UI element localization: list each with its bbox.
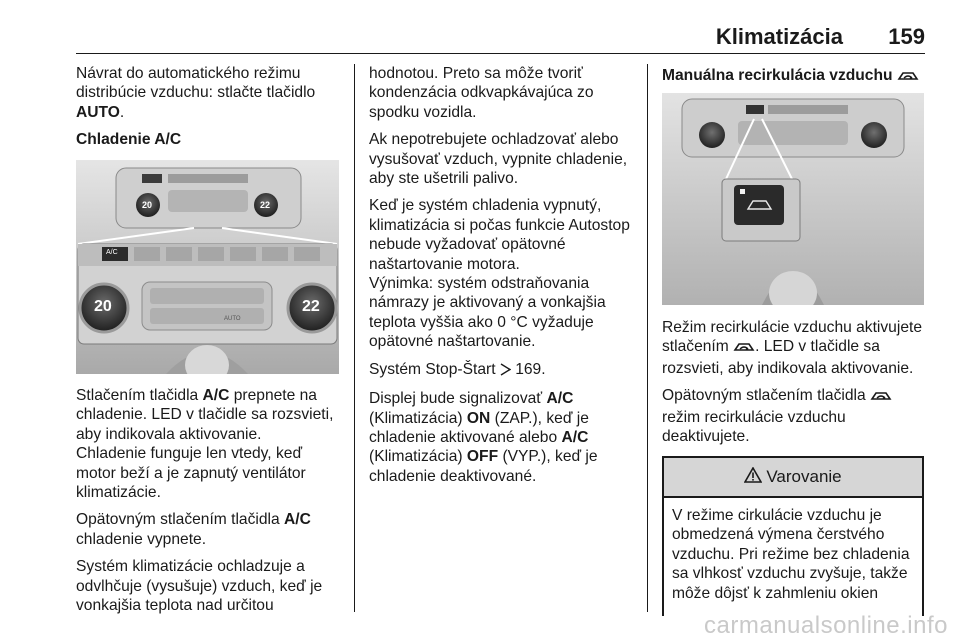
section-title: Klimatizácia [715,24,843,49]
paragraph: Displej bude signalizovať A/C (Klimatizácia) ON (ZAP.), keď je chladenie aktivované alebo A/C (Klimatizácia) OFF (VYP.), keď je chladenie deaktivované. [369,390,598,485]
paragraph: Opätovným stlačením tlačidla A/C chladenie vypnete. [76,511,311,548]
column-divider-1 [354,64,355,612]
right-temp-readout: 22 [302,298,320,315]
warning-triangle-icon [744,467,762,488]
paragraph: Návrat do automatického režimu distribúcie vzduchu: stlačte tlačidlo AUTO. [76,65,316,121]
paragraph: Stlačením tlačidla A/C prepnete na chladenie. LED v tlačidle sa rozsvieti, aby indikovala aktivovanie. Chladenie funguje len vtedy, keď motor beží a je zapnutý ventilátor klimatizácie. [76,387,334,502]
warning-title: Varovanie [766,467,842,486]
paragraph: Systém Stop-Štart 169. [369,360,637,381]
left-temp-readout: 20 [94,298,112,315]
page-number: 159 [888,24,925,49]
warning-header [664,458,922,498]
small-left-temp: 20 [142,200,153,210]
auto-button-label: AUTO [224,316,241,322]
column-divider-2 [647,64,648,612]
warning-box [662,456,924,616]
warning-text: V režime cirkulácie vzduchu je obmedzená výmena čerstvého vzduchu. Pri režime bez chladenia sa vlhkosť vzduchu zvyšuje, takže môže dôjsť k zahmleniu okien [672,507,910,602]
recirculation-icon [733,339,755,358]
column-1 [76,64,344,160]
header-rule [76,53,925,54]
watermark: carmanualsonline.info [704,612,948,639]
ac-panel-photo [76,160,339,374]
column-1-lower [76,386,344,623]
auto-label: AUTO [76,103,120,121]
recirculation-illustration [662,93,924,305]
column-3-lower [662,318,928,454]
column-2 [369,64,637,494]
subheading-recirculation: Manuálna recirkulácia vzduchu [662,66,928,87]
paragraph: hodnotou. Preto sa môže tvoriť kondenzácia odkvapkávajúca zo spodku vozidla. [369,65,594,121]
recirculation-icon [897,68,919,87]
ac-panel-illustration [76,160,339,374]
small-right-temp: 22 [260,200,271,210]
recirculation-icon [870,388,892,407]
recirculation-photo [662,93,924,305]
subheading-ac: Chladenie A/C [76,131,182,149]
page-header [76,24,925,52]
ac-button-label: A/C [106,249,118,256]
paragraph: Systém klimatizácie ochladzuje a odvlhčuje (vysušuje) vzduch, keď je vonkajšia teplota nad určitou [76,558,323,615]
paragraph: Opätovným stlačením tlačidla režim recirkulácie vzduchu deaktivujete. [662,386,928,446]
reference-arrow-icon[interactable] [500,362,511,381]
paragraph: Výnimka: systém odstraňovania námrazy je aktivovaný a vonkajšia teplota vyššia ako 0 °C vyžaduje opätovné naštartovanie. [369,275,606,351]
paragraph: Ak nepotrebujete ochladzovať alebo vysušovať vzduch, vypnite chladenie, aby ste ušetrili palivo. [369,131,628,188]
paragraph: Režim recirkulácie vzduchu aktivujete stlačením . LED v tlačidle sa rozsvieti, aby indikovala aktivovanie. [662,319,922,377]
page-reference[interactable]: 169. [515,360,546,378]
paragraph: Keď je systém chladenia vypnutý, klimatizácia si počas funkcie Autostop nebude vyžadovať opätovné naštartovanie motora. [369,197,630,273]
